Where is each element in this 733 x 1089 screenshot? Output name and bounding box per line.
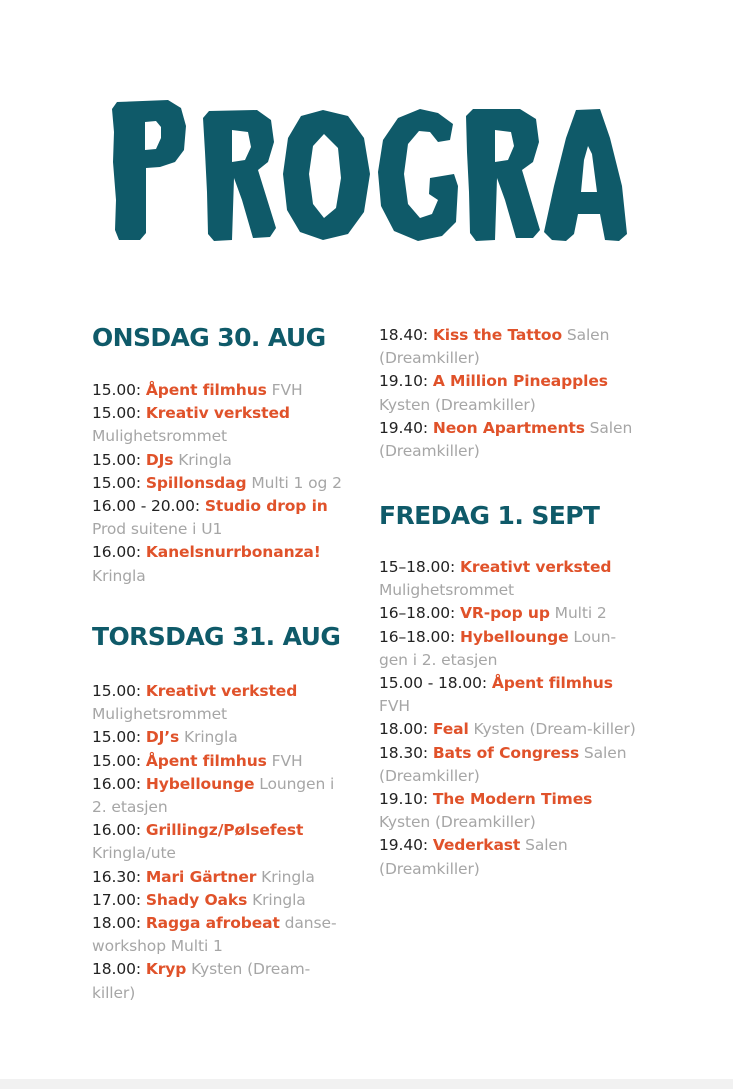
- list-item: 19.40: Vederkast Salen (Dreamkiller): [379, 836, 568, 878]
- title-letter-r2: [466, 109, 540, 241]
- list-item: 18.40: Kiss the Tattoo Salen (Dreamkiller): [379, 326, 610, 368]
- list-item: 15.00: DJ’s Kringla: [92, 728, 238, 747]
- page-title: [108, 82, 628, 252]
- event-list-torsdag: [92, 680, 350, 1005]
- list-item: 19.10: A Million Pineapples Kysten (Dreamkiller): [379, 372, 608, 414]
- list-item: 17.00: Shady Oaks Kringla: [92, 890, 306, 909]
- day-heading-torsdag: TORSDAG 31. AUG: [92, 622, 341, 651]
- event-list-onsdag-continued: [379, 324, 639, 463]
- list-item: 16.00 - 20.00: Studio drop in Prod suitene i U1: [92, 497, 328, 539]
- title-letter-g: [378, 109, 458, 241]
- list-item: 15.00 - 18.00: Åpent filmhus FVH: [379, 674, 613, 716]
- list-item: 18.30: Bats of Congress Salen (Dreamkiller): [379, 743, 627, 785]
- title-letter-r: [203, 110, 276, 241]
- list-item: 18.00: Kryp Kysten (Dream-killer): [92, 960, 311, 1002]
- list-item: 16.30: Mari Gärtner Kringla: [92, 867, 315, 886]
- day-heading-fredag: FREDAG 1. SEPT: [379, 501, 600, 530]
- list-item: 15.00: Spillonsdag Multi 1 og 2: [92, 473, 342, 492]
- list-item: 19.10: The Modern Times Kysten (Dreamkiller): [379, 790, 593, 832]
- list-item: 15.00: Kreativt verksted Mulighetsrommet: [92, 682, 298, 724]
- title-letter-p: [112, 100, 186, 240]
- list-item: 15.00: Åpent filmhus FVH: [92, 381, 303, 399]
- title-letter-o: [283, 110, 370, 240]
- list-item: 18.00: Ragga afrobeat danse-workshop Multi 1: [92, 914, 337, 956]
- list-item: 15.00: DJs Kringla: [92, 450, 232, 469]
- list-item: 18.00: Feal Kysten (Dream-killer): [379, 720, 636, 739]
- list-item: 15.00: Kreativ verksted Mulighetsrommet: [92, 404, 290, 446]
- list-item: 19.40: Neon Apartments Salen (Dreamkiller): [379, 418, 633, 461]
- list-item: 16–18.00: VR-pop up Multi 2: [379, 604, 607, 623]
- page-bottom-edge: [0, 1079, 733, 1089]
- list-item: 16.00: Kanelsnurrbonanza! Kringla: [92, 543, 321, 585]
- day-heading-onsdag: ONSDAG 30. AUG: [92, 323, 326, 352]
- title-letter-m: [620, 112, 628, 240]
- title-letter-a: [544, 109, 627, 241]
- event-list-onsdag: [92, 379, 350, 588]
- list-item: 16–18.00: Hybellounge Loun-gen i 2. etasjen: [379, 627, 616, 669]
- event-list-fredag: [379, 556, 639, 881]
- list-item: 15.00: Åpent filmhus FVH: [92, 751, 303, 770]
- list-item: 16.00: Hybellounge Loungen i 2. etasjen: [92, 774, 335, 817]
- list-item: 16.00: Grillingz/Pølsefest Kringla/ute: [92, 821, 304, 863]
- list-item: 15–18.00: Kreativt verksted Mulighetsrommet: [379, 558, 612, 600]
- program-title-lettering: [108, 82, 628, 252]
